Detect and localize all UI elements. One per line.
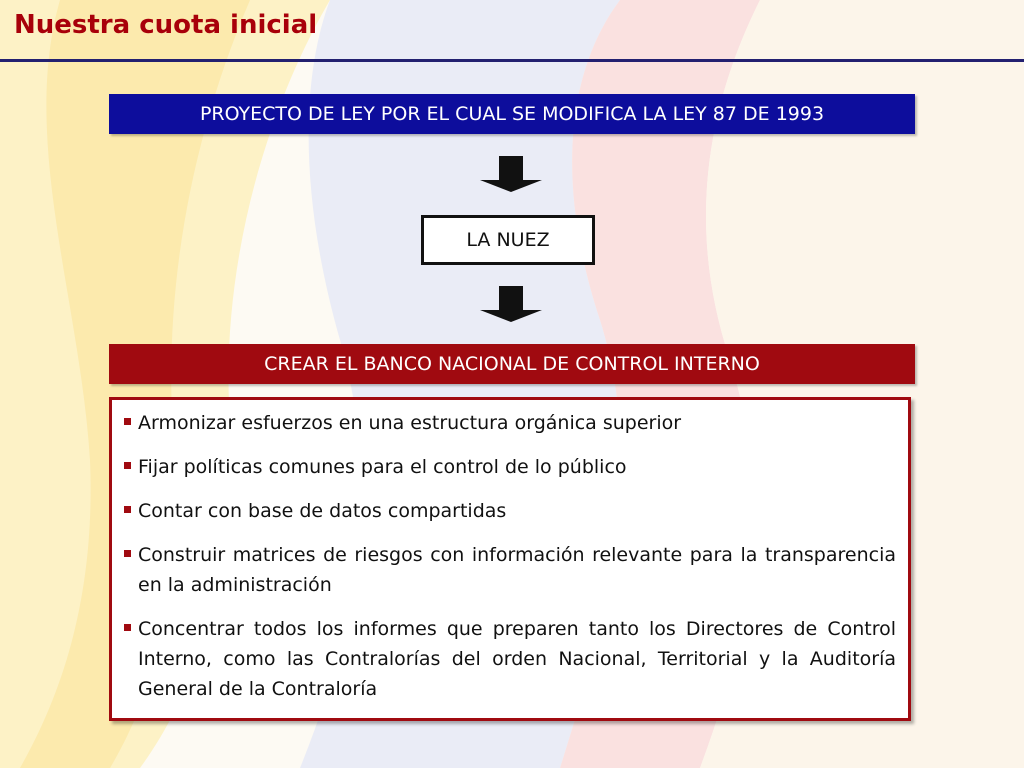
list-item	[124, 614, 896, 704]
square-bullet-icon	[124, 624, 131, 631]
square-bullet-icon	[124, 506, 131, 513]
square-bullet-icon	[124, 462, 131, 469]
slide-title: Nuestra cuota inicial	[14, 10, 318, 40]
list-item-text: Construir matrices de riesgos con información relevante para la transparencia en la administración	[138, 544, 896, 596]
list-item	[124, 452, 896, 482]
bank-label: CREAR EL BANCO NACIONAL DE CONTROL INTERNO	[264, 353, 760, 375]
objectives-list	[112, 400, 908, 704]
bank-box	[109, 344, 915, 384]
objectives-box	[109, 397, 911, 721]
la-nuez-box	[421, 215, 595, 265]
list-item-text: Contar con base de datos compartidas	[138, 500, 507, 522]
list-item	[124, 540, 896, 600]
list-item-text: Concentrar todos los informes que preparen tanto los Directores de Control Interno, como las Contralorías del orden Nacional, Territorial y la Auditoría General de la Contraloría	[138, 618, 896, 700]
title-divider	[0, 59, 1024, 62]
law-project-box	[109, 94, 915, 134]
list-item-text: Armonizar esfuerzos en una estructura orgánica superior	[138, 412, 682, 434]
list-item-text: Fijar políticas comunes para el control de lo público	[138, 456, 627, 478]
la-nuez-label: LA NUEZ	[466, 229, 550, 251]
square-bullet-icon	[124, 418, 131, 425]
list-item	[124, 408, 896, 438]
down-arrow-icon	[480, 156, 542, 192]
list-item	[124, 496, 896, 526]
law-project-label: PROYECTO DE LEY POR EL CUAL SE MODIFICA LA LEY 87 DE 1993	[199, 103, 825, 125]
square-bullet-icon	[124, 550, 131, 557]
down-arrow-icon	[480, 286, 542, 322]
